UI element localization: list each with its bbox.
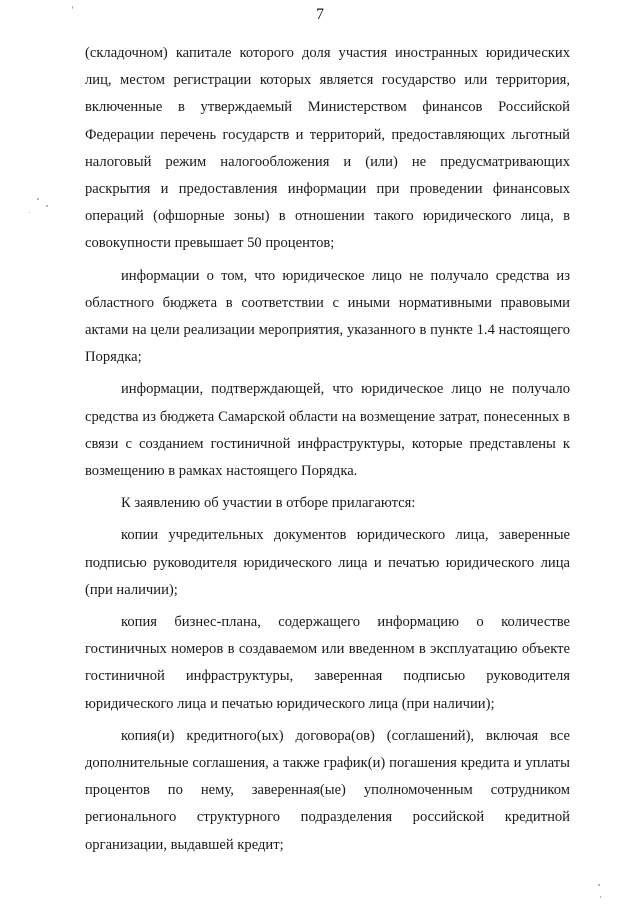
paragraph-business-plan: копия бизнес-плана, содержащего информацию о количестве гостиничных номеров в создаваемом или введенном в эксплуатацию объекте гостиничной инфраструктуры, заверенная подписью руководителя юридического лица и печатью юридического лица (при наличии); [85,614,570,712]
paragraph-regional-budget-funds: информации о том, что юридическое лицо не получало средства из областного бюджета в соответствии с иными нормативными правовыми актами на цели реализации мероприятия, указанного в пункте 1.4 настоящего Порядка; [85,267,570,366]
document-body [85,40,570,864]
scan-artifact [37,198,39,200]
scan-artifact [598,884,600,886]
paragraph-samara-budget-funds: информации, подтверждающей, что юридическое лицо не получало средства из бюджета Самарской области на возмещение затрат, понесенных в связи с созданием гостиничной инфраструктуры, которые представлены к возмещению в рамках настоящего Порядка. [85,381,570,480]
paragraph-attachments-heading: К заявлению об участии в отборе прилагаются: [121,495,416,512]
paragraph-offshore-share: (складочном) капитале которого доля участия иностранных юридических лиц, местом регистрации которых является государство или территория, включенные в утверждаемый Министерством финансов Российской Федерации перечень государств и территорий, предоставляющих льготный налоговый режим налогообложения и (или) не предусматривающих раскрытия и предоставления информации при проведении финансовых операций (офшорные зоны) в отношении такого юридического лица, в совокупности превышает 50 процентов; [85,45,570,252]
scan-artifact [29,212,30,213]
scan-artifact [46,205,48,207]
scan-artifact [600,896,601,898]
scan-artifact [72,6,73,9]
page-number: 7 [316,6,324,23]
paragraph-credit-agreements: копия(и) кредитного(ых) договора(ов) (соглашений), включая все дополнительные соглашения, а также график(и) погашения кредита и уплаты процентов по нему, заверенная(ые) уполномоченным сотрудником регионального структурного подразделения российской кредитной организации, выдавшей кредит; [85,727,570,853]
paragraph-founding-documents: копии учредительных документов юридического лица, заверенные подписью руководителя юридического лица и печатью юридического лица (при наличии); [85,527,570,598]
